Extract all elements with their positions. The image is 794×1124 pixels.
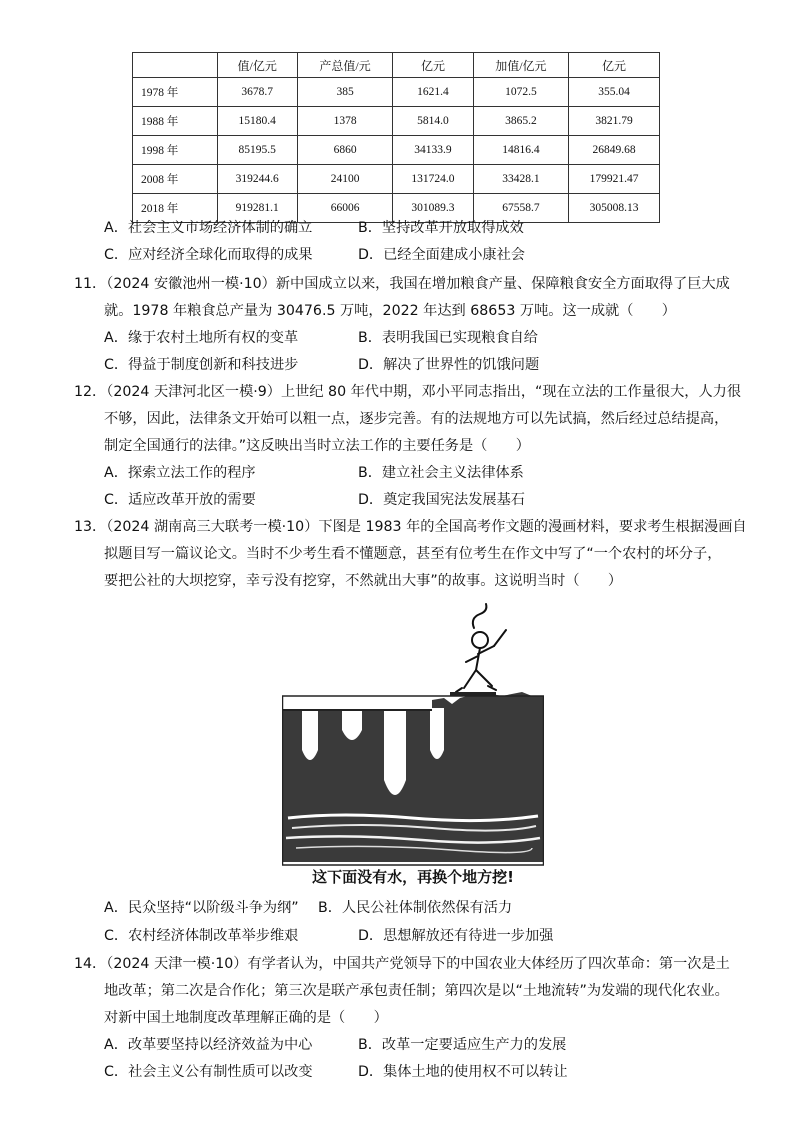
table-cell: 319244.6 [217, 165, 297, 194]
table-cell: 15180.4 [217, 107, 297, 136]
table-cell: 3821.79 [569, 107, 660, 136]
q11-option-a[interactable]: A．缘于农村土地所有权的变革 [104, 330, 299, 346]
q12-stem-line-3: 制定全国通行的法律。”这反映出当时立法工作的主要任务是（ ） [104, 438, 530, 454]
table-row [133, 78, 660, 107]
table-cell: 33428.1 [473, 165, 568, 194]
q12-option-d[interactable]: D．奠定我国宪法发展基石 [358, 492, 525, 508]
table-row [133, 165, 660, 194]
q11-option-b[interactable]: B．表明我国已实现粮食自给 [358, 330, 538, 346]
q14-stem-line-1: 14．（2024 天津一模·10）有学者认为，中国共产党领导下的中国农业大体经历了四次革命：第一次是土 [74, 956, 730, 972]
table-row [133, 107, 660, 136]
q13-stem-line-2: 拟题目写一篇议论文。当时不少考生看不懂题意，甚至有位考生在作文中写了“一个农村的坏分子， [104, 546, 722, 562]
q11-option-c[interactable]: C．得益于制度创新和科技进步 [104, 357, 299, 373]
q13-option-d[interactable]: D．思想解放还有待进一步加强 [358, 928, 554, 944]
q11-stem-line-1: 11．（2024 安徽池州一模·10）新中国成立以来，我国在增加粮食产量、保障粮食安全方面取得了巨大成 [74, 276, 730, 292]
table-cell: 355.04 [569, 78, 660, 107]
q13-option-b[interactable]: B．人民公社体制依然保有活力 [318, 900, 513, 916]
q13-stem-line-1: 13．（2024 湖南高三大联考一模·10）下图是 1983 年的全国高考作文题的漫画材料，要求考生根据漫画自 [74, 519, 747, 535]
q10-option-c[interactable]: C．应对经济全球化而取得的成果 [104, 247, 313, 263]
q12-stem-line-2: 不够，因此，法律条文开始可以粗一点，逐步完善。有的法规地方可以先试搞，然后经过总结提高， [104, 411, 729, 427]
table-cell: 6860 [297, 136, 392, 165]
q10-option-d[interactable]: D．已经全面建成小康社会 [358, 247, 525, 263]
table-cell: 1621.4 [393, 78, 473, 107]
table-cell: 14816.4 [473, 136, 568, 165]
q10-option-b[interactable]: B．坚持改革开放取得成效 [358, 220, 524, 236]
table-cell: 919281.1 [217, 194, 297, 223]
table-cell-year: 1988 年 [133, 107, 218, 136]
table-header-cell: 值/亿元 [217, 53, 297, 78]
table-header-cell: 亿元 [569, 53, 660, 78]
table-cell-year: 1978 年 [133, 78, 218, 107]
q13-option-c[interactable]: C．农村经济体制改革举步维艰 [104, 928, 299, 944]
q11-option-d[interactable]: D．解决了世界性的饥饿问题 [358, 357, 540, 373]
table-cell: 5814.0 [393, 107, 473, 136]
table-cell: 66006 [297, 194, 392, 223]
table-header-cell: 亿元 [393, 53, 473, 78]
table-cell: 85195.5 [217, 136, 297, 165]
q11-stem-line-2: 就。1978 年粮食总产量为 30476.5 万吨，2022 年达到 68653 万吨。这一成就（ ） [104, 303, 676, 319]
table-cell: 131724.0 [393, 165, 473, 194]
q12-stem-line-1: 12．（2024 天津河北区一模·9）上世纪 80 年代中期，邓小平同志指出，“现在立法的工作量很大，人力很 [74, 384, 742, 400]
table-header-cell: 加值/亿元 [473, 53, 568, 78]
table-header-cell: 产总值/元 [297, 53, 392, 78]
data-table [132, 52, 660, 223]
q14-option-a[interactable]: A．改革要坚持以经济效益为中心 [104, 1037, 313, 1053]
table-cell-year: 1998 年 [133, 136, 218, 165]
cartoon-caption: 这下面没有水，再换个地方挖! [312, 868, 514, 886]
table-header-cell [133, 53, 218, 78]
table-cell-year: 2018 年 [133, 194, 218, 223]
q14-option-c[interactable]: C．社会主义公有制性质可以改变 [104, 1064, 313, 1080]
table-cell-year: 2008 年 [133, 165, 218, 194]
q12-option-a[interactable]: A．探索立法工作的程序 [104, 465, 256, 481]
table-header-row [133, 53, 660, 78]
table-cell: 3678.7 [217, 78, 297, 107]
q12-option-c[interactable]: C．适应改革开放的需要 [104, 492, 256, 508]
q13-option-a[interactable]: A．民众坚持“以阶级斗争为纲” [104, 900, 299, 916]
table-cell: 1072.5 [473, 78, 568, 107]
table-cell: 305008.13 [569, 194, 660, 223]
q12-option-b[interactable]: B．建立社会主义法律体系 [358, 465, 524, 481]
table-cell: 34133.9 [393, 136, 473, 165]
table-cell: 301089.3 [393, 194, 473, 223]
table-cell: 26849.68 [569, 136, 660, 165]
table-cell: 385 [297, 78, 392, 107]
table-cell: 1378 [297, 107, 392, 136]
q14-option-b[interactable]: B．改革一定要适应生产力的发展 [358, 1037, 567, 1053]
q14-option-d[interactable]: D．集体土地的使用权不可以转让 [358, 1064, 568, 1080]
q14-stem-line-3: 对新中国土地制度改革理解正确的是（ ） [104, 1010, 388, 1026]
table-cell: 179921.47 [569, 165, 660, 194]
q13-stem-line-3: 要把公社的大坝挖穿，幸亏没有挖穿，不然就出大事”的故事。这说明当时（ ） [104, 573, 623, 589]
table-row [133, 136, 660, 165]
table-cell: 67558.7 [473, 194, 568, 223]
q14-stem-line-2: 地改革；第二次是合作化；第三次是联产承包责任制；第四次是以“土地流转”为发端的现代化农业。 [104, 983, 729, 999]
table-cell: 3865.2 [473, 107, 568, 136]
digging-cartoon-illustration [282, 600, 544, 866]
q10-option-a[interactable]: A．社会主义市场经济体制的确立 [104, 220, 313, 236]
table-cell: 24100 [297, 165, 392, 194]
